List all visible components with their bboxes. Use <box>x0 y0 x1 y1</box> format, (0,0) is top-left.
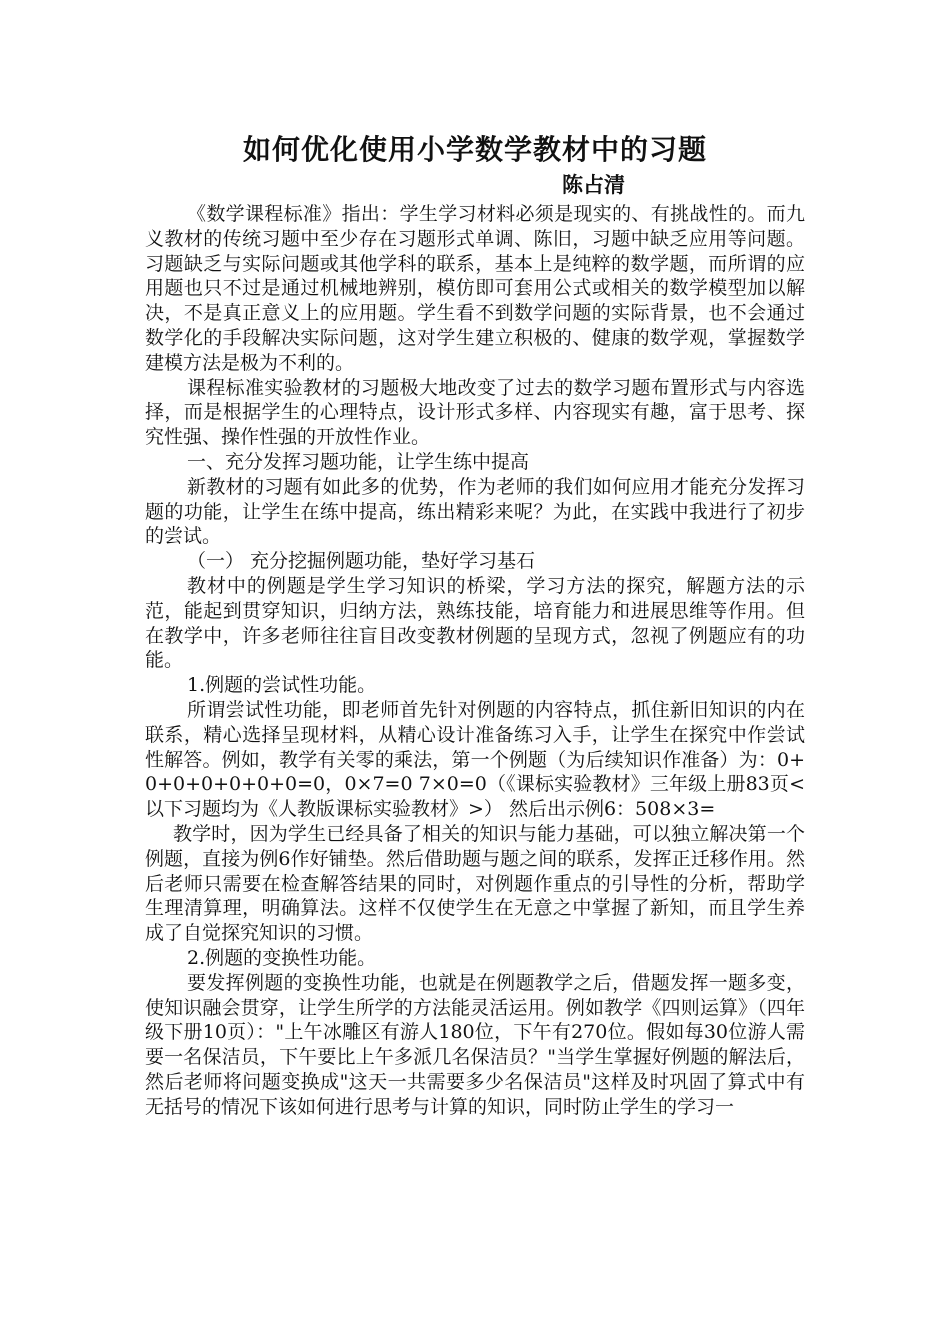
subsection-heading: （一） 充分挖掘例题功能，垫好学习基石 <box>187 550 536 573</box>
paragraph: 所谓尝试性功能，即老师首先针对例题的内容特点，抓住新旧知识的内在联系，精心选择呈现材料，从精心设计准备练习入手，让学生在探究中作尝试性解答。例如，教学有关零的乘法，第一个例题（为后续知识作准备）为：0+0+0+0+0+0+0=0，0×7=0 7×0=0（《课标实验教材》三年级上册83页<以下习题均为《人教版课标实验教材》>） 然后出示例6：508×3= <box>145 698 805 821</box>
paragraph: 新教材的习题有如此多的优势，作为老师的我们如何应用才能充分发挥习题的功能，让学生在练中提高，练出精彩来呢？为此，在实践中我进行了初步的尝试。 <box>145 475 805 548</box>
paragraph: 《数学课程标准》指出：学生学习材料必须是现实的、有挑战性的。而九义教材的传统习题中至少存在习题形式单调、陈旧，习题中缺乏应用等问题。习题缺乏与实际问题或其他学科的联系，基本上是纯粹的数学题，而所谓的应用题也只不过是通过机械地辨别，模仿即可套用公式或相关的数学模型加以解决，不是真正意义上的应用题。学生看不到数学问题的实际背景，也不会通过数学化的手段解决实际问题，这对学生建立积极的、健康的数学观，掌握数学建模方法是极为不利的。 <box>145 203 805 374</box>
paragraph: 课程标准实验教材的习题极大地改变了过去的数学习题布置形式与内容选择，而是根据学生的心理特点，设计形式多样、内容现实有趣，富于思考、探究性强、操作性强的开放性作业。 <box>145 376 805 449</box>
document-title: 如何优化使用小学数学教材中的习题 <box>242 133 707 166</box>
paragraph: 要发挥例题的变换性功能，也就是在例题教学之后，借题发挥一题多变，使知识融会贯穿，让学生所学的方法能灵活运用。例如教学《四则运算》（四年级下册10页）："上午冰雕区有游人180位，下午有270位。假如每30位游人需要一名保洁员，下午要比上午多派几名保洁员？"当学生掌握好例题的解法后，然后老师将问题变换成"这天一共需要多少名保洁员"这样及时巩固了算式中有无括号的情况下该如何进行思考与计算的知识，同时防止学生的学习一 <box>145 971 805 1118</box>
document-page <box>145 130 805 1119</box>
author-name: 陈占清 <box>562 172 625 197</box>
section-heading: 一、充分发挥习题功能，让学生练中提高 <box>187 450 530 473</box>
subsection-heading: 2.例题的变换性功能。 <box>187 946 377 969</box>
subsection-heading: 1.例题的尝试性功能。 <box>187 674 377 697</box>
paragraph: 教学时，因为学生已经具备了相关的知识与能力基础，可以独立解决第一个例题，直接为例6作好铺垫。然后借助题与题之间的联系，发挥正迁移作用。然后老师只需要在检查解答结果的同时，对例题作重点的引导性的分析，帮助学生理清算理，明确算法。这样不仅使学生在无意之中掌握了新知，而且学生养成了自觉探究知识的习惯。 <box>145 822 805 945</box>
paragraph: 教材中的例题是学生学习知识的桥梁，学习方法的探究，解题方法的示范，能起到贯穿知识，归纳方法，熟练技能，培育能力和进展思维等作用。但在教学中，许多老师往往盲目改变教材例题的呈现方式，忽视了例题应有的功能。 <box>145 574 805 672</box>
